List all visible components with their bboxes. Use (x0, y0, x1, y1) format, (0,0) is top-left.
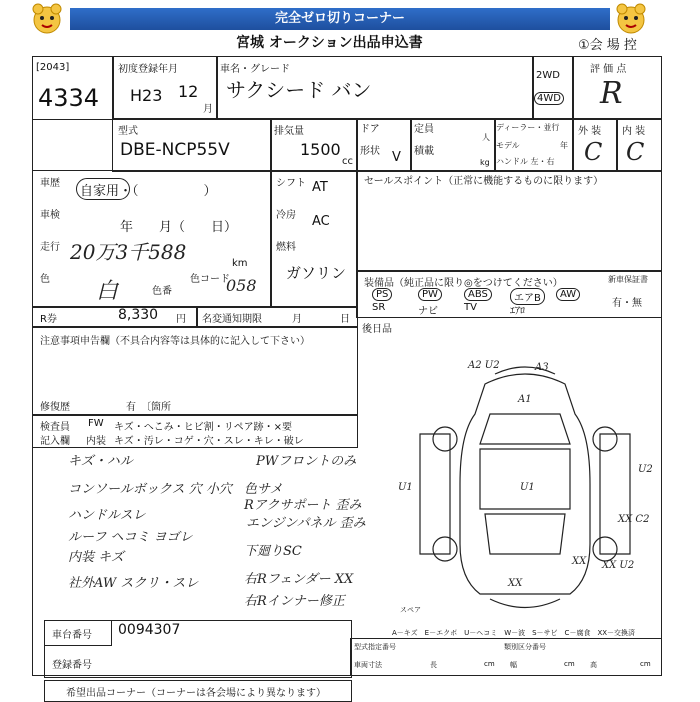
frame-value: 0094307 (118, 622, 181, 638)
equipment-item: TV (464, 302, 477, 313)
diagram-mark: A3 (535, 362, 549, 373)
drive-2wd: 2WD (536, 70, 560, 81)
frame-label: 車台番号 (52, 630, 92, 641)
year-unit: 年 (560, 141, 568, 150)
color-value: 白 (96, 279, 119, 304)
tax-day: 日 (340, 314, 350, 325)
handwritten-note: 色サメ (244, 482, 283, 497)
rear-seat-label: 後日品 (362, 324, 392, 335)
history-value: 自家用・（ ） (80, 184, 217, 199)
person-unit: 人 (482, 133, 490, 142)
rating-label: 評 価 点 (590, 64, 627, 75)
repair-label: 修復歴 (40, 402, 70, 413)
registration-era: H23 (130, 86, 163, 105)
handle-option: ハンドル 左・右 (496, 157, 555, 166)
displacement-value: 1500 (300, 140, 341, 159)
shape-value: V (392, 150, 401, 165)
mileage-value: 20万3千588 (70, 240, 187, 264)
equipment-item: ｴｱﾛ (510, 306, 525, 317)
diagram-mark: XX (508, 578, 523, 589)
exterior-label: 外 装 (578, 126, 602, 137)
damage-list: キズ・へこみ・ヒビ割・リペア跡・×要 (114, 422, 292, 433)
fuel-label: 燃料 (276, 242, 296, 253)
footer-label: 希望出品コーナー（コーナーは各会場により異なります） (66, 688, 326, 699)
diagram-mark: XX U2 (602, 560, 635, 571)
handwritten-note: エンジンパネル 歪み (246, 516, 366, 531)
diagram-mark: A1 (518, 394, 532, 405)
new-warranty-label: 新車保証書 (608, 275, 648, 284)
fuel-value: ガソリン (286, 264, 347, 282)
drive-4wd: 4WD (534, 92, 564, 105)
ac-label: 冷房 (276, 210, 296, 221)
diagram-mark: U1 (520, 482, 535, 493)
recycle-unit: 円 (176, 314, 186, 325)
recycle-label: R券 (40, 314, 57, 325)
dimension-cell: 高 (590, 661, 597, 669)
lot-code: [2043] (36, 62, 70, 73)
equipment-item: PW (418, 288, 442, 301)
interior-label: 内 装 (622, 126, 646, 137)
tax-month: 月 (292, 314, 302, 325)
lot-number: 4334 (38, 84, 100, 112)
repair-place: 有 〔箇所 (126, 402, 171, 413)
handwritten-note: Rアクサポート 歪み (244, 498, 362, 513)
model-year-label: モデル (496, 141, 520, 150)
form-title: 宮城 オークション出品申込書 (236, 35, 423, 51)
diagram-mark: U2 (638, 464, 653, 475)
rating-value: R (600, 76, 623, 111)
equipment-item: PS (372, 288, 392, 301)
color-code-label: 色番 (152, 286, 172, 297)
kg-unit: kg (480, 158, 490, 167)
model-label: 型式 (118, 126, 138, 137)
registration-label: 初度登録年月 (118, 64, 178, 75)
handwritten-note: コンソールボックス 穴 小穴 (68, 482, 232, 497)
interior-entry-label: 内装 (86, 436, 106, 447)
mileage-unit: km (232, 258, 248, 269)
handwritten-note: ハンドルスレ (68, 508, 146, 523)
inspector-label: 検査員 (40, 422, 70, 433)
history-label: 車歴 (40, 178, 60, 189)
diagram-mark: XX C2 (618, 514, 650, 525)
shift-value: AT (312, 180, 328, 195)
inspection-label: 車検 (40, 210, 60, 221)
car-damage-diagram (390, 354, 660, 624)
ac-value: AC (312, 214, 330, 229)
category-number-label: 類別区分番号 (504, 643, 546, 651)
registration-month-unit: 月 (203, 104, 213, 115)
new-warranty-value: 有・無 (612, 298, 642, 309)
handwritten-note: 下廻りSC (244, 544, 302, 559)
dimension-cell: cm (484, 660, 495, 668)
shift-label: シフト (276, 178, 306, 189)
registration-number-label: 登録番号 (52, 660, 92, 671)
exterior-grade: C (584, 138, 603, 166)
diagram-mark: U1 (398, 482, 413, 493)
handwritten-note: キズ・ハル (68, 454, 133, 469)
dimension-cell: 長 (430, 661, 437, 669)
recycle-value: 8,330 (118, 307, 159, 323)
displacement-label: 排気量 (274, 126, 304, 137)
dimension-cell: 車両寸法 (354, 661, 382, 669)
bear-mascot-icon (30, 2, 64, 36)
color-label: 色 (40, 274, 50, 285)
handwritten-note: 右Rフェンダー XX (244, 572, 354, 587)
dimension-cell: cm (564, 660, 575, 668)
notes-label: 注意事項申告欄（不具合内容等は具体的に記入して下さい） (40, 336, 310, 347)
load-label: 積載 (414, 146, 434, 157)
bear-mascot-icon (614, 2, 648, 36)
interior-damage-list: キズ・汚レ・コゲ・穴・スレ・キレ・破レ (114, 436, 304, 447)
inspection-value: 年 月（ 日） (120, 220, 238, 235)
tax-label: 名変通知期限 (202, 314, 262, 325)
damage-legend: A－キズ E－エクボ U－ヘコミ W－波 S－サビ C－腐食 XX－交換済 (392, 629, 636, 637)
displacement-unit: cc (342, 156, 353, 167)
car-name-label: 車名・グレード (220, 64, 290, 75)
handwritten-note: ルーフ ヘコミ ヨゴレ (68, 530, 193, 545)
fw-label: FW (88, 418, 104, 429)
handwritten-note: PWフロントのみ (256, 454, 357, 469)
selling-points-label: セールスポイント（正常に機能するものに限ります） (364, 176, 604, 187)
shape-label: 形状 (360, 146, 380, 157)
equipment-label: 装備品（純正品に限り◎をつけてください） (364, 278, 563, 289)
copy-note: ①会 場 控 (578, 38, 637, 53)
spare-label: スペア (400, 606, 421, 614)
interior-grade: C (626, 138, 645, 166)
drive-cell (532, 56, 574, 120)
equipment-item: エアB (510, 288, 545, 305)
equipment-item: AW (556, 288, 580, 301)
color-code-value: 058 (226, 276, 257, 295)
equipment-item: ナビ (418, 306, 438, 317)
equipment-item: ABS (464, 288, 492, 301)
handwritten-note: 右Rインナー修正 (244, 594, 345, 609)
dimension-cell: cm (640, 660, 651, 668)
diagram-mark: XX (572, 556, 587, 567)
diagram-mark: A2 U2 (468, 360, 500, 371)
equipment-item: SR (372, 302, 386, 313)
color-code-label-2: 色コード (190, 274, 230, 285)
capacity-label: 定員 (414, 124, 434, 135)
door-label: ドア (360, 124, 380, 135)
mileage-label: 走行 (40, 242, 60, 253)
registration-month: 12 (178, 82, 199, 101)
entry-label: 記入欄 (40, 436, 70, 447)
handwritten-note: 社外AW スクリ・スレ (68, 576, 199, 591)
history-circle (76, 178, 130, 200)
dealer-option: ディーラー・並行 (496, 123, 560, 132)
model-value: DBE-NCP55V (120, 140, 230, 160)
dimension-cell: 幅 (510, 661, 517, 669)
car-name: サクシード バン (226, 78, 372, 102)
handwritten-note: 内装 キズ (68, 550, 124, 565)
banner: 完全ゼロ切りコーナー (70, 8, 610, 30)
type-designation-label: 型式指定番号 (354, 643, 396, 651)
